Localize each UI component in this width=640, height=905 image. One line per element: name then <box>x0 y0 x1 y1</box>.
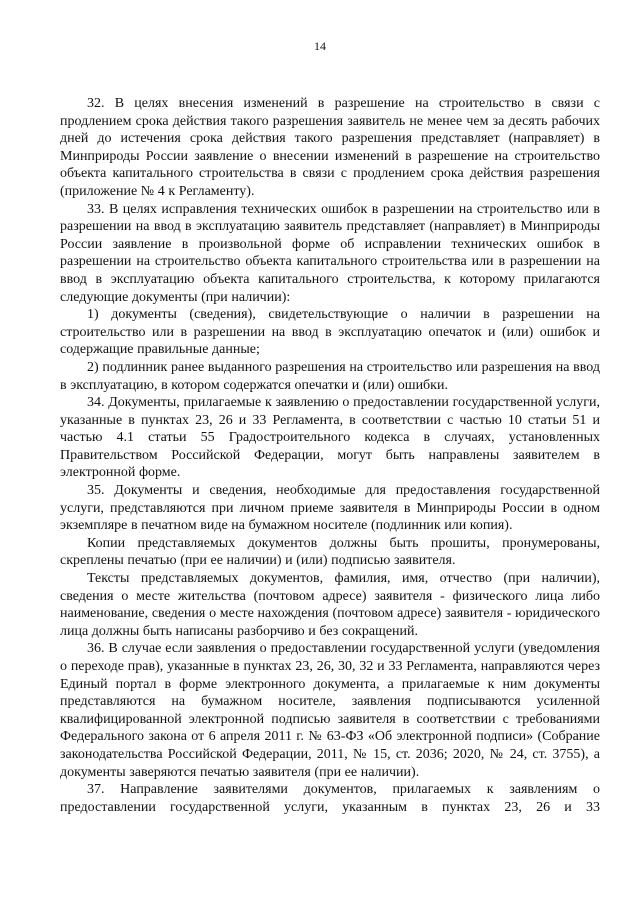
page-number: 14 <box>314 39 326 53</box>
paragraph-37: 37. Направление заявителями документов, прилагаемых к заявлениям о предоставлении государственной услуги, указанным в пунктах 23, 26 и 33 <box>60 782 600 815</box>
paragraph-35-texts: Тексты представляемых документов, фамилия, имя, отчество (при наличии), сведения о месте жительства (почтовом адресе) заявителя - физического лица либо наименование, сведения о месте нахождения (почтовом адресе) заявителя - юридического лица должны быть написаны разборчиво и без сокращений. <box>60 571 600 639</box>
paragraph-33-item-1: 1) документы (сведения), свидетельствующие о наличии в разрешении на строительство или в разрешении на ввод в эксплуатацию опечаток и (или) ошибок и содержащие правильные данные; <box>60 307 600 358</box>
paragraph-33: 33. В целях исправления технических ошибок в разрешении на строительство или в разрешении на ввод в эксплуатацию заявитель представляет (направляет) в Минприроды России заявление в произвольной форме об исправлении технических ошибок в разрешении на строительство объекта капитального строительства или в разрешении на ввод в эксплуатацию объекта капитального строительства, к которому прилагаются следующие документы (при наличии): <box>60 201 600 305</box>
paragraph-35: 35. Документы и сведения, необходимые для предоставления государственной услуги, представляются при личном приеме заявителя в Минприроды России в одном экземпляре в печатном виде на бумажном носителе (подлинник или копия). <box>60 483 600 534</box>
paragraph-35-copies: Копии представляемых документов должны быть прошиты, пронумерованы, скреплены печатью (при ее наличии) и (или) подписью заявителя. <box>60 535 600 569</box>
paragraph-33-item-2: 2) подлинник ранее выданного разрешения на строительство или разрешения на ввод в эксплуатацию, в котором содержатся опечатки и (или) ошибки. <box>60 359 600 393</box>
document-body <box>60 95 600 816</box>
paragraph-32: 32. В целях внесения изменений в разрешение на строительство в связи с продлением срока действия такого разрешения заявитель не менее чем за десять рабочих дней до истечения срока действия такого разрешения представляет (направляет) в Минприроды России заявление о внесении изменений в разрешение на строительство объекта капитального строительства в связи с продлением срока действия разрешения (приложение № 4 к Регламенту). <box>60 96 600 199</box>
paragraph-36: 36. В случае если заявления о предоставлении государственной услуги (уведомления о переходе прав), указанные в пунктах 23, 26, 30, 32 и 33 Регламента, направляются через Единый портал в форме электронного документа, а прилагаемые к ним документы представляются на бумажном носителе, заявления подписываются усиленной квалифицированной электронной подписью заявителя в соответствии с требованиями Федерального закона от 6 апреля 2011 г. № 63-ФЗ «Об электронной подписи» (Собрание законодательства Российской Федерации, 2011, № 15, ст. 2036; 2020, № 24, ст. 3755), а документы заверяются печатью заявителя (при ее наличии). <box>60 641 600 780</box>
paragraph-34: 34. Документы, прилагаемые к заявлению о предоставлении государственной услуги, указанные в пунктах 23, 26 и 33 Регламента, в соответствии с частью 10 статьи 51 и частью 4.1 статьи 55 Градостроительного кодекса в случаях, установленных Правительством Российской Федерации, могут быть направлены заявителем в электронной форме. <box>60 395 600 481</box>
